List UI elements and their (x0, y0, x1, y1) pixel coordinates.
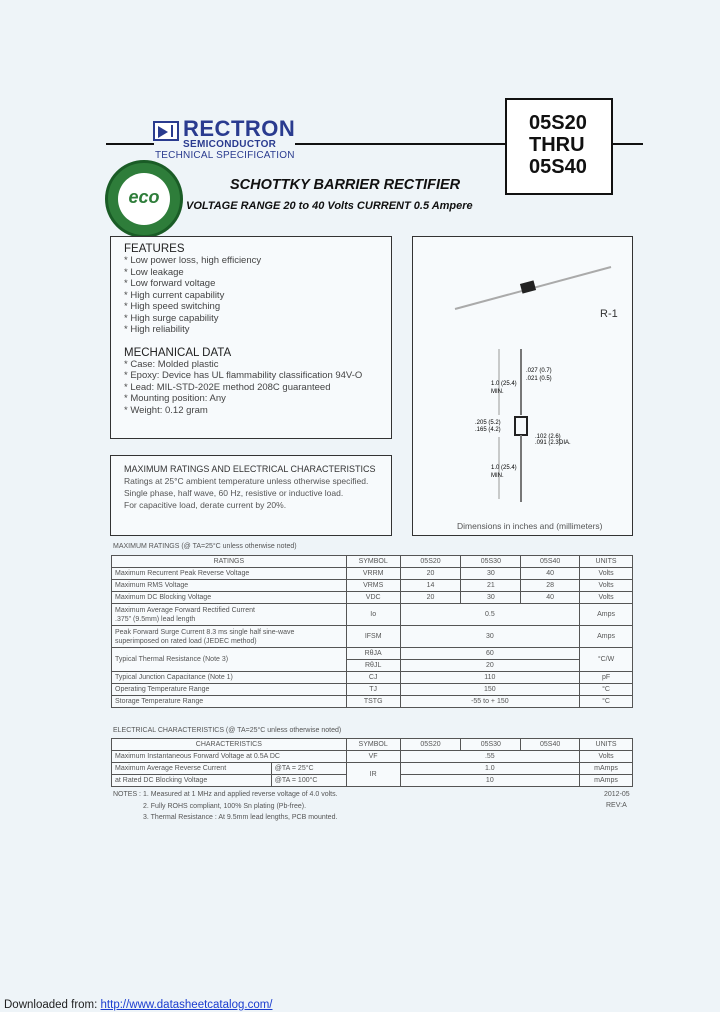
table-header-cell: 05S40 (521, 739, 580, 751)
ifsm-value: 30 (400, 626, 579, 648)
package-drawing (413, 237, 634, 537)
rth-label: Typical Thermal Resistance (Note 3) (112, 648, 347, 672)
table-row (112, 648, 633, 660)
table-cell: Maximum Recurrent Peak Reverse Voltage (112, 568, 347, 580)
brand-name: RECTRON (183, 116, 296, 141)
table-header-cell: 05S30 (461, 739, 521, 751)
dim-text-3: 1.0 (25.4) (491, 381, 517, 387)
ratings-line: For capacitive load, derate current by 20%. (124, 500, 287, 510)
ratings-lines (124, 475, 378, 511)
ifsm-symbol: IFSM (346, 626, 400, 648)
ir-value2: 10 (400, 775, 579, 787)
elec-table-caption: ELECTRICAL CHARACTERISTICS (@ TA=25°C unless otherwise noted) (113, 727, 342, 734)
table-header-cell: 05S40 (521, 556, 580, 568)
ir-cond1: @TA = 25°C (271, 763, 346, 775)
ifsm-unit: Amps (580, 626, 633, 648)
mechanical-item: * Mounting position: Any (124, 393, 226, 404)
diode-outline (515, 417, 527, 435)
io-label: Maximum Average Forward Rectified Current .375" (9.5mm) lead length (112, 604, 347, 626)
rth-unit: °C/W (580, 648, 633, 672)
mechanical-item: * Case: Molded plastic (124, 358, 219, 370)
header-rule-far (613, 143, 643, 145)
part-line2: THRU (529, 134, 585, 156)
table-header-cell: SYMBOL (346, 739, 400, 751)
brand-sub: SEMICONDUCTOR (183, 139, 277, 150)
tj-value: 150 (400, 684, 579, 696)
vf-symbol: VF (346, 751, 400, 763)
rjl-value: 20 (400, 660, 579, 672)
tstg-label: Storage Temperature Range (112, 696, 347, 708)
table-header-cell: SYMBOL (346, 556, 400, 568)
vf-unit: Volts (580, 751, 633, 763)
cj-unit: pF (580, 672, 633, 684)
dim-text-6: .165 (4.2) (475, 427, 501, 433)
table-row (112, 568, 633, 580)
table-row (112, 626, 633, 648)
dim-text-7: .102 (2.6) (535, 434, 561, 440)
tstg-value: -55 to + 150 (400, 696, 579, 708)
doc-code: 2012-05 (604, 791, 630, 798)
table-header-cell: UNITS (580, 556, 633, 568)
tj-label: Operating Temperature Range (112, 684, 347, 696)
tj-symbol: TJ (346, 684, 400, 696)
table-cell: Volts (580, 580, 633, 592)
package-box (412, 236, 633, 536)
table-header-row (112, 739, 633, 751)
mechanical-item: * Weight: 0.12 gram (124, 404, 208, 416)
table-cell: 20 (400, 568, 461, 580)
dim-text-11: MIN. (491, 473, 504, 479)
tstg-symbol: TSTG (346, 696, 400, 708)
brand-sub2: TECHNICAL SPECIFICATION (155, 150, 295, 161)
table-cell: Volts (580, 568, 633, 580)
diode-body-icon (520, 280, 536, 293)
note-item: 3. Thermal Resistance : At 9.5mm lead lengths, PCB mounted. (143, 814, 338, 821)
table-header-cell: CHARACTERISTICS (112, 739, 347, 751)
feature-item: * High surge capability (124, 312, 219, 324)
header-rule-right (295, 143, 505, 145)
table-cell: 30 (461, 592, 521, 604)
doc-rev: REV:A (606, 802, 627, 809)
feature-item: * High speed switching (124, 301, 221, 312)
table-row (112, 751, 633, 763)
ir-symbol: IR (346, 763, 400, 787)
notes-label: NOTES : (113, 791, 142, 798)
mechanical-item: * Lead: MIL-STD-202E method 208C guaranteed (124, 381, 331, 393)
ratings-heading: MAXIMUM RATINGS AND ELECTRICAL CHARACTERISTICS (124, 464, 376, 474)
cj-label: Typical Junction Capacitance (Note 1) (112, 672, 347, 684)
table-header-cell: 05S30 (461, 556, 521, 568)
ir-unit1: mAmps (580, 763, 633, 775)
table-cell: 14 (400, 580, 461, 592)
table-header-cell: 05S20 (400, 739, 461, 751)
footer-label: Downloaded from: (4, 999, 98, 1011)
ir-label2: at Rated DC Blocking Voltage (112, 775, 272, 787)
ir-value1: 1.0 (400, 763, 579, 775)
ir-label1: Maximum Average Reverse Current (112, 763, 272, 775)
rja-symbol: RθJA (346, 648, 400, 660)
table-row (112, 672, 633, 684)
mechanical-list (124, 359, 378, 417)
table-cell: 20 (400, 592, 461, 604)
feature-item: * Low power loss, high efficiency (124, 255, 262, 266)
table-row (112, 763, 633, 775)
dims-caption: Dimensions in inches and (millimeters) (457, 521, 603, 531)
ifsm-label: Peak Forward Surge Current 8.3 ms single half sine-wave superimposed on rated load (JEDEC method) (112, 626, 347, 648)
cj-value: 110 (400, 672, 579, 684)
ratings-line: Single phase, half wave, 60 Hz, resistive or inductive load. (124, 488, 344, 498)
feature-item: * Low leakage (124, 266, 184, 278)
vf-value: .55 (400, 751, 579, 763)
dim-text-1: .027 (0.7) (526, 368, 552, 374)
feature-item: * High reliability (124, 324, 190, 335)
feature-item: * Low forward voltage (124, 278, 216, 289)
table-cell: VDC (346, 592, 400, 604)
table-header-cell: UNITS (580, 739, 633, 751)
dim-text-8: .091 (2.3) (535, 440, 561, 446)
table-cell: 28 (521, 580, 580, 592)
note-item: 2. Fully ROHS compliant, 100% Sn plating (Pb-free). (143, 802, 307, 810)
features-box (110, 236, 392, 439)
table-row (112, 696, 633, 708)
dim-text-9: DIA. (559, 440, 571, 446)
ir-unit2: mAmps (580, 775, 633, 787)
io-value: 0.5 (400, 604, 579, 626)
eco-seal-center: eco (118, 173, 170, 225)
tj-unit: °C (580, 684, 633, 696)
ratings-line: Ratings at 25°C ambient temperature unless otherwise specified. (124, 476, 369, 486)
rjl-symbol: RθJL (346, 660, 400, 672)
table-cell: VRRM (346, 568, 400, 580)
ratings-box (110, 455, 392, 536)
rja-value: 60 (400, 648, 579, 660)
part-line1: 05S20 (529, 112, 587, 134)
max-table-caption: MAXIMUM RATINGS (@ TA=25°C unless otherwise noted) (113, 543, 297, 550)
notes-list (143, 789, 338, 824)
part-number-box (505, 98, 613, 195)
table-cell: VRMS (346, 580, 400, 592)
table-cell: Volts (580, 592, 633, 604)
page-title: SCHOTTKY BARRIER RECTIFIER (230, 177, 461, 193)
part-line3: 05S40 (529, 156, 587, 178)
dim-text-5: .205 (5.2) (475, 420, 501, 426)
table-cell: Maximum DC Blocking Voltage (112, 592, 347, 604)
table-cell: 30 (461, 568, 521, 580)
features-list (124, 255, 378, 336)
dim-text-10: 1.0 (25.4) (491, 465, 517, 471)
ir-cond2: @TA = 100°C (271, 775, 346, 787)
table-header-cell: 05S20 (400, 556, 461, 568)
download-footer (4, 999, 273, 1011)
max-ratings-table (111, 555, 633, 708)
feature-item: * High current capability (124, 289, 225, 301)
table-row (112, 580, 633, 592)
table-row (112, 592, 633, 604)
table-header-cell: RATINGS (112, 556, 347, 568)
vf-label: Maximum Instantaneous Forward Voltage at 0.5A DC (112, 751, 347, 763)
table-cell: 40 (521, 592, 580, 604)
note-item: 1. Measured at 1 MHz and applied reverse voltage of 4.0 volts. (143, 791, 338, 798)
io-unit: Amps (580, 604, 633, 626)
package-name: R-1 (600, 308, 618, 320)
header-rule-left (106, 143, 154, 145)
elec-char-table (111, 738, 633, 787)
table-cell: Maximum RMS Voltage (112, 580, 347, 592)
dim-text-4: MIN. (491, 389, 504, 395)
table-cell: 40 (521, 568, 580, 580)
table-row (112, 684, 633, 696)
footer-link[interactable]: http://www.datasheetcatalog.com/ (100, 999, 273, 1011)
io-symbol: Io (346, 604, 400, 626)
table-header-row (112, 556, 633, 568)
page-subtitle: VOLTAGE RANGE 20 to 40 Volts CURRENT 0.5 Ampere (186, 200, 473, 212)
features-heading: FEATURES (124, 243, 185, 255)
rectron-logo-icon (153, 121, 179, 141)
cj-symbol: CJ (346, 672, 400, 684)
mechanical-item: * Epoxy: Device has UL flammability classification 94V-O (124, 370, 363, 381)
dim-text-2: .021 (0.5) (526, 376, 552, 382)
table-row (112, 604, 633, 626)
table-cell: 21 (461, 580, 521, 592)
mechanical-heading: MECHANICAL DATA (124, 346, 232, 359)
tstg-unit: °C (580, 696, 633, 708)
